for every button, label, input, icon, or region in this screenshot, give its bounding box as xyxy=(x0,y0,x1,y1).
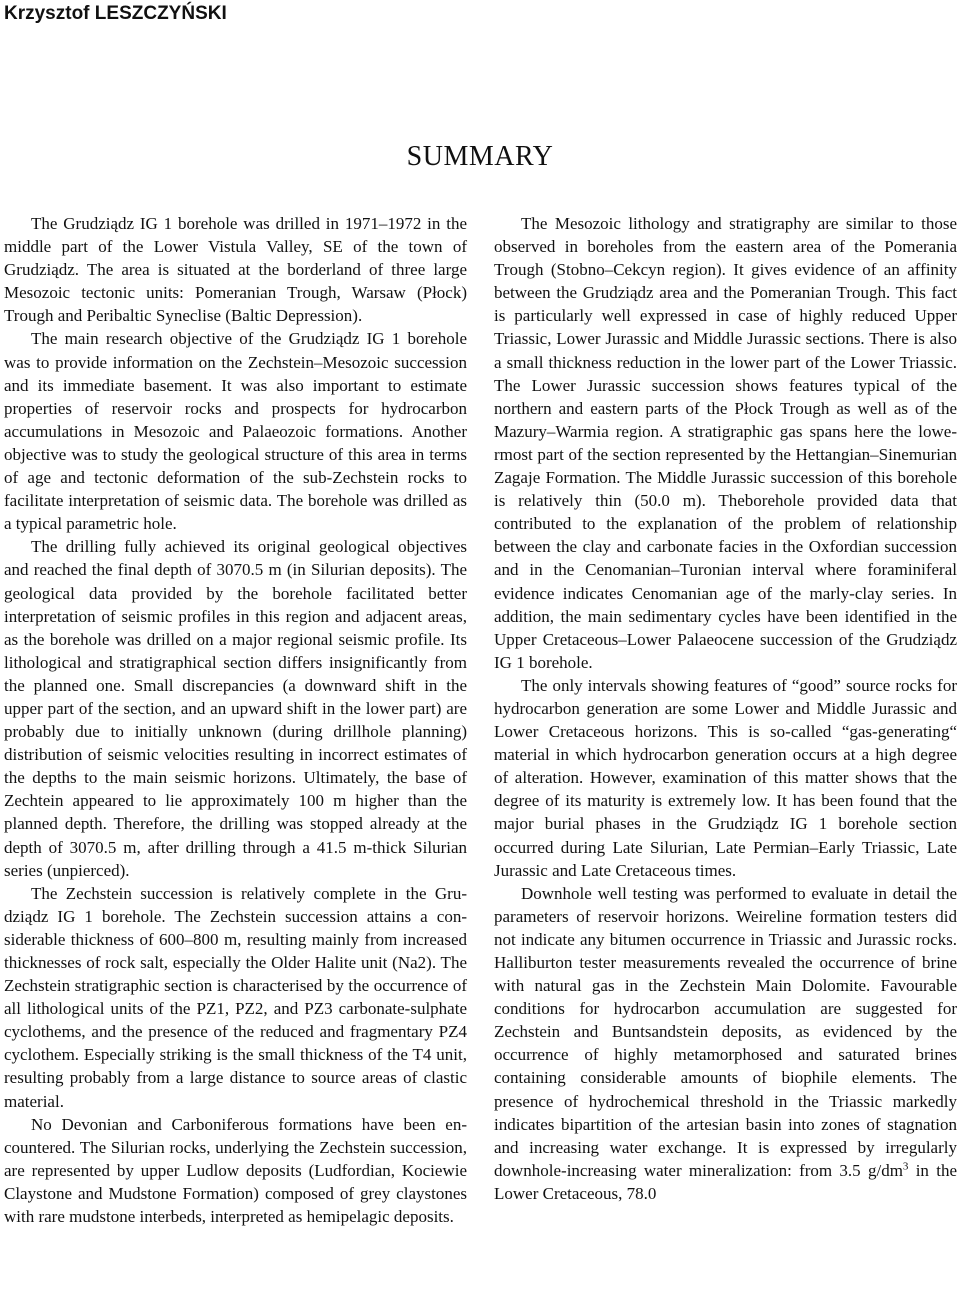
paragraph-text: Downhole well testing was performed to evaluate in detail the parameters of reservoir horizons. Weireline formation testers did not indicate any bitumen occurrence in Triassic and Jurassic rocks. Halliburton tester measurements revealed the occurrence of brine with natural gas in the Zechstein Main Dolomite. Favourable conditions for hydrocarbon accumulation are suggested for Zechstein and Buntsandstein deposits, as evidenced by the occurrence of highly metamorphosed and saturated brines containing considerable amounts of biophile elements. The presence of hydrochemical threshold in the Triassic markedly indicates bipartition of the artesian basin into zones of stagnation and increasing water exchange. It is expressed by irregularly downhole-increasing water mineralization: from 3.5 g/dm xyxy=(494,883,957,1180)
paragraph: The main research objective of the Grudziądz IG 1 borehole was to provide information on the Zechstein–Mesozoic succession and its immediate basement. It was also important to estimate properties of reservoir rocks and prospects for hydrocarbon accumulations in Mesozoic and Palaeozoic formations. Another objective was to study the geological structure of this area in terms of age and tectonic deformation of the sub-Zechstein rocks to facilitate interpretation of seismic data. The borehole was drilled as a typical parametric hole. xyxy=(4,329,467,534)
paragraph: The Zechstein succession is relatively complete in the Grudziądz IG 1 borehole. The Zechstein succession attains a considerable thickness of 600–800 m, resulting mainly from increased thicknesses of rock salt, especially the Older Halite unit (Na2). The Zechstein stratigraphic section is characterised by the occurrence of all lithological units of the PZ1, PZ2, and PZ3 carbonate-sulphate cyclothems, and the presence of the reduced and fragmentary PZ4 cyclothem. Especially striking is the small thickness of the T4 unit, resulting probably from a large distance to source areas of clastic material. xyxy=(4,883,467,1111)
running-header-author: Krzysztof LESZCZYŃSKI xyxy=(4,3,227,24)
paragraph: No Devonian and Carboniferous formations have been encountered. The Silurian rocks, underlying the Zechstein succession, are represented by upper Ludlow deposits (Ludfordian, Kociewie Claystone and Mudstone Formation) composed of grey claystones with rare mudstone interbeds, interpreted as hemipelagic deposits. xyxy=(4,1114,467,1227)
paragraph-last xyxy=(494,882,957,1205)
paragraph: The drilling fully achieved its original geological objectives and reached the final depth of 3070.5 m (in Silurian deposits). The geological data provided by the borehole facilitated better interpretation of seismic profiles in this region and adjacent areas, as the borehole was drilled on a major regional seismic profile. Its lithological and stratigraphical section differs insignificantly from the planned one. Small discrepancies (a downward shift in the upper part of the section, and an upward shift in the lower part) are probably due to initially unknown (during drillhole planning) distribution of seismic velocities resulting in incorrect estimates of the depths to the main seismic horizons. Ultimately, the base of Zechtein appeared to lie approximately 100 m higher than the planned depth. Therefore, the drilling was stopped already at the depth of 3070.5 m, after drilling through a 41.5 m-thick Silurian series (unpierced). xyxy=(4,537,467,880)
right-column xyxy=(494,212,957,1205)
paragraph: The only intervals showing features of “good” source rocks for hydrocarbon generation are some Lower and Middle Jurassic and Lower Cretaceous horizons. This is so-called “gas-generating“ material in which hydrocarbon generation occurs at a high degree of alteration. However, examination of this matter shows that the degree of its maturity is extremely low. It has been found that the major burial phases in the Grudziądz IG 1 borehole section occurred during Late Silurian, Late Permian–Early Triassic, Late Jurassic and Late Cretaceous times. xyxy=(494,675,957,880)
paragraph: The Grudziądz IG 1 borehole was drilled in 1971–1972 in the middle part of the Lower Vistula Valley, SE of the town of Grudziądz. The area is situated at the borderland of three large Mesozoic tectonic units: Pomeranian Trough, Warsaw (Płock) Trough and Peribaltic Syneclise (Baltic Depression). xyxy=(4,214,467,326)
left-column xyxy=(4,212,467,1228)
paragraph-tail: in the Lower Cretaceous, 78.0 xyxy=(494,1160,957,1203)
superscript: 3 xyxy=(902,1160,909,1173)
section-title: SUMMARY xyxy=(406,141,554,172)
paragraph: The Mesozoic lithology and stratigraphy are similar to those observed in boreholes from the eastern area of the Pomerania Trough (Stobno–Cekcyn region). It gives evidence of an affinity between the Grudziądz area and the Pomeranian Trough. This fact is particularly well expressed in case of highly reduced Upper Triassic, Lower Jurassic and Middle Jurassic sections. There is also a small thickness reduction in the lower part of the Lower Triassic. The Lower Jurassic succession shows features typical of the northern and eastern parts of the Płock Trough as well as of the Mazury–Warmia region. A stratigraphic gas spans here the lowermost part of the section represented by the Hettangian–Sinemurian Zagaje Formation. The Middle Jurassic succession of this borehole is relatively thin (50.0 m). Theborehole provided data that contributed to the explanation of the problem of relationship between the clay and carbonate facies in the Oxfordian succession and in the Cenomanian–Turonian interval where foraminiferal evidence indicates Cenomanian age of the marly-clay series. In addition, the main sedimentary cycles have been identified in the Upper Cretaceous–Lower Palaeocene succession of the Grudziądz IG 1 borehole. xyxy=(494,214,957,672)
